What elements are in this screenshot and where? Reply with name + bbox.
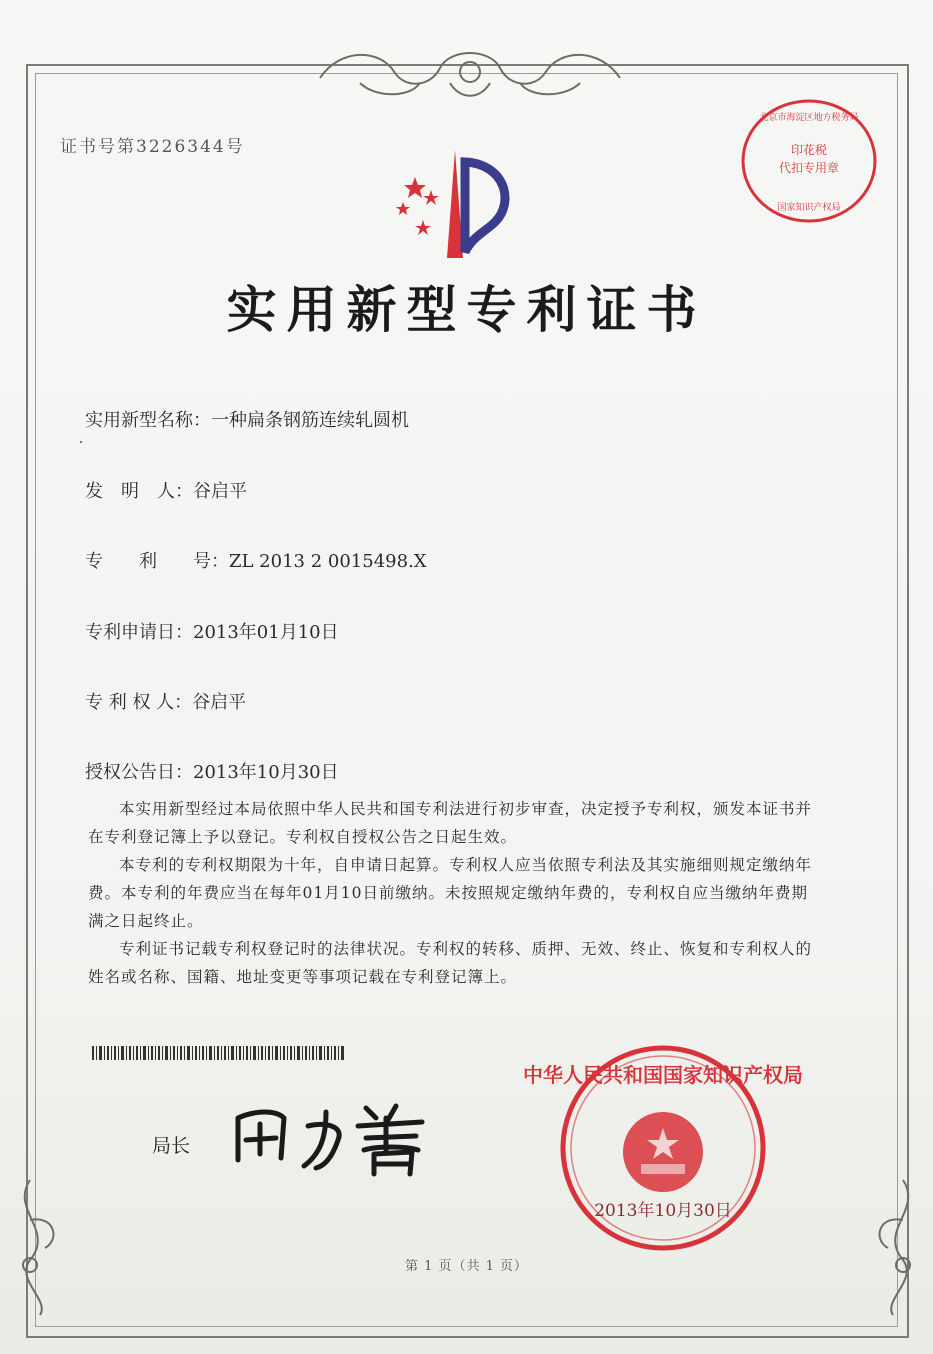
bottom-left-ornament-icon xyxy=(0,1170,90,1320)
director-signature-icon xyxy=(226,1088,436,1178)
field-patent-number: 专 利 号：ZL 2013 2 0015498.X xyxy=(85,547,427,573)
page-footer: 第 1 页（共 1 页） xyxy=(404,1259,529,1274)
bottom-right-ornament-icon xyxy=(843,1170,933,1320)
field-label: 实用新型名称 xyxy=(85,410,193,431)
field-value: 2013年01月10日 xyxy=(193,622,339,643)
statement-paragraph: 本专利的专利权期限为十年，自申请日起算。专利权人应当依照专利法及其实施细则规定缴纳年费。本专利的年费应当在每年01月10日前缴纳。未按照规定缴纳年费的，专利权自应当缴纳年费期满之日起终止。 xyxy=(88,856,813,930)
svg-text:印花税: 印花税 xyxy=(790,143,828,157)
statement-paragraph: 本实用新型经过本局依照中华人民共和国专利法进行初步审查，决定授予专利权，颁发本证书并在专利登记簿上予以登记。专利权自授权公告之日起生效。 xyxy=(88,800,813,846)
statement-paragraph: 专利证书记载专利权登记时的法律状况。专利权的转移、质押、无效、终止、恢复和专利权人的姓名或名称、国籍、地址变更等事项记载在专利登记簿上。 xyxy=(88,940,813,986)
field-value: ZL 2013 2 0015498.X xyxy=(229,551,427,572)
svg-text:北京市海淀区地方税务局: 北京市海淀区地方税务局 xyxy=(759,113,859,123)
field-label: 专 利 号 xyxy=(85,551,211,572)
svg-text:国家知识产权局: 国家知识产权局 xyxy=(777,203,841,213)
page-title: 实用新型专利证书 xyxy=(226,281,707,339)
svg-text:代扣专用章: 代扣专用章 xyxy=(778,161,840,175)
field-value: 谷启平 xyxy=(192,692,247,713)
tax-stamp-icon xyxy=(739,96,879,226)
field-value: 一种扁条钢筋连续轧圆机 xyxy=(211,410,409,431)
official-seal-icon xyxy=(523,1042,803,1254)
svg-text:中华人民共和国国家知识产权局: 中华人民共和国国家知识产权局 xyxy=(523,1063,803,1087)
field-label: 专利申请日 xyxy=(85,622,175,643)
field-label: 专 利 权 人 xyxy=(85,692,175,713)
field-application-date: 专利申请日：2013年01月10日 xyxy=(85,618,339,644)
top-ornament-icon xyxy=(300,38,640,108)
director-label: 局长 xyxy=(152,1135,191,1157)
field-label: 授权公告日 xyxy=(85,762,175,783)
seal-date: 2013年10月30日 xyxy=(594,1201,732,1221)
field-value: 谷启平 xyxy=(193,481,247,502)
statement-text xyxy=(88,795,815,991)
field-utility-model-name: 实用新型名称：一种扁条钢筋连续轧圆机 xyxy=(85,406,409,432)
field-grant-date: 授权公告日：2013年10月30日 xyxy=(85,758,339,784)
certificate-number: 证书号第3226344号 xyxy=(60,137,245,157)
field-patentee: 专 利 权 人：谷启平 xyxy=(85,688,246,714)
stray-dot xyxy=(80,441,82,443)
barcode-icon xyxy=(92,1046,344,1060)
patent-office-logo-icon xyxy=(385,142,525,260)
field-inventor: 发 明 人：谷启平 xyxy=(85,477,247,503)
field-value: 2013年10月30日 xyxy=(193,762,339,783)
field-label: 发 明 人 xyxy=(85,481,175,502)
